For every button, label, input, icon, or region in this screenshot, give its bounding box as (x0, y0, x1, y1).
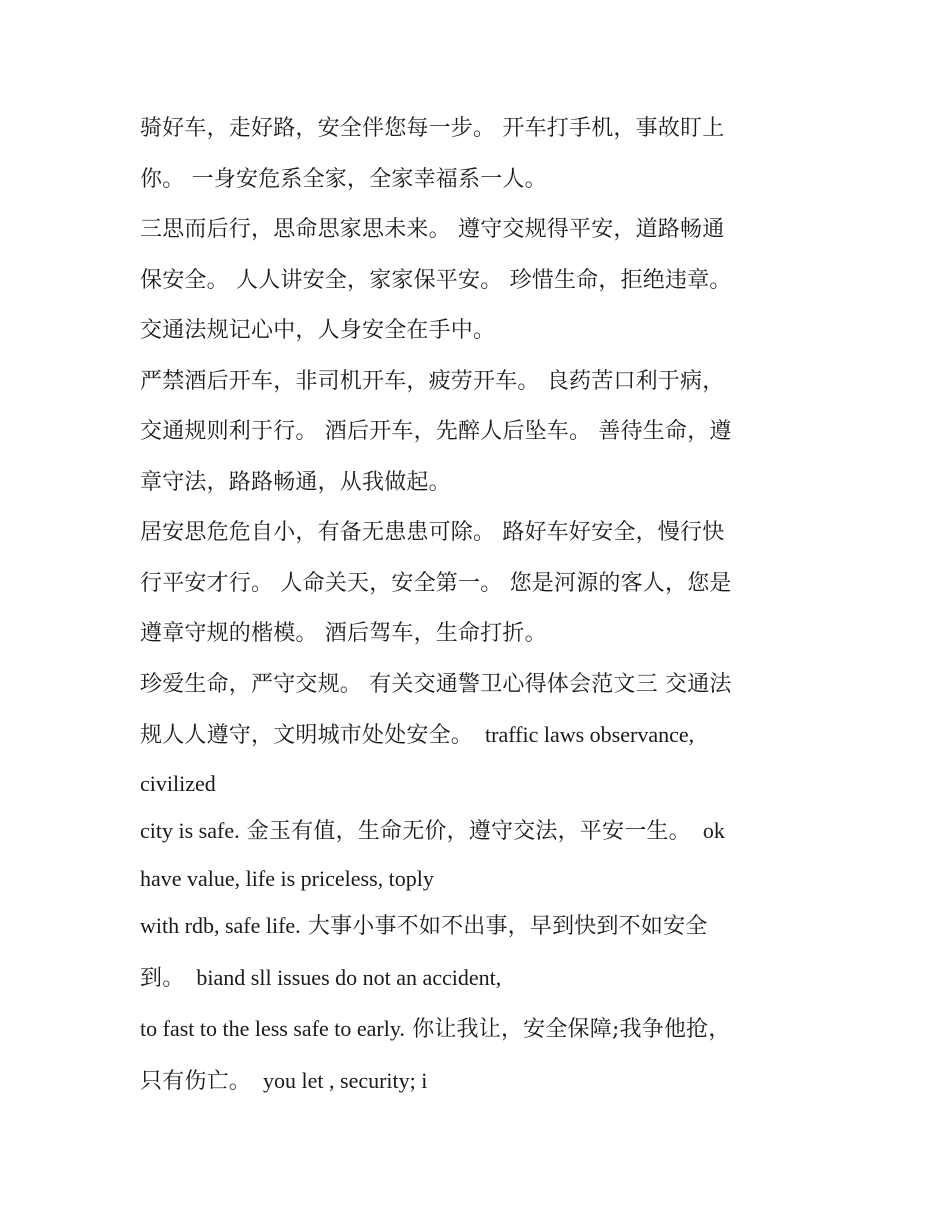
paragraph-4 (140, 508, 810, 660)
text-line: 章守法，路路畅通，从我做起。 (140, 469, 451, 495)
paragraph-8 (140, 1004, 810, 1107)
english-text: biand sll issues do not an accident, (196, 964, 502, 990)
paragraph-7 (140, 901, 810, 1004)
text-line: 严禁酒后开车，非司机开车，疲劳开车。 良药苦口利于病， (140, 368, 725, 394)
document-body (140, 104, 810, 1107)
english-text: city is safe. (140, 817, 240, 843)
text-line: 保安全。 人人讲安全，家家保平安。 珍惜生命，拒绝违章。 (140, 267, 732, 293)
english-text: ok (702, 817, 725, 843)
paragraph-5 (140, 660, 810, 762)
text-line: 居安思危危自小，有备无患患可除。 路好车好安全，慢行快 (140, 520, 725, 545)
english-text: with rdb, safe life. (140, 913, 301, 938)
english-line: have value, life is priceless, topl​y (140, 866, 434, 891)
english-text: traffic laws observance, (485, 722, 695, 747)
text-line: 三思而后行，思命思家思未来。 遵守交规得平安，道路畅通 (140, 217, 725, 242)
text-line: 交通法规记心中，人身安全在手中。 (140, 318, 496, 343)
text-line: 大事小事不如不出事，早到快到不如安全 (307, 914, 708, 939)
paragraph-2 (140, 205, 810, 357)
text-line: 你让我让，安全保障;我争他抢， (412, 1017, 731, 1042)
text-line: 交通规则利于行。 酒后开车，先醉人后坠车。 善待生命，遵 (140, 419, 732, 444)
text-line: 骑好车，走好路，安全伴您每一步。 开车打手机，事故盯上 (140, 116, 725, 141)
english-line: civilized (140, 770, 216, 796)
text-line: 金玉有值，生命无价，遵守交法，平安一生。 (246, 818, 691, 844)
text-line: 行平安才行。 人命关天，安全第一。 您是河源的客人，您是 (140, 570, 732, 596)
english-text: to fast to the less safe to early. (140, 1016, 405, 1041)
text-line: 你。 一身安危系全家，全家幸福系一人。 (140, 166, 547, 192)
text-line: 珍爱生命，严守交规。 有关交通警卫心得体会范文三 交通法 (140, 671, 732, 697)
text-line: 到。 (140, 965, 185, 991)
paragraph-3 (140, 357, 810, 509)
paragraph-6 (140, 806, 810, 858)
paragraph-1 (140, 104, 810, 205)
text-line: 只有伤亡。 (140, 1068, 252, 1094)
text-line: 遵章守规的楷模。 酒后驾车，生命打折。 (140, 621, 547, 646)
text-line: 规人人遵守，文明城市处处安全。 (140, 723, 474, 748)
english-text: you let , security; i (263, 1067, 428, 1093)
